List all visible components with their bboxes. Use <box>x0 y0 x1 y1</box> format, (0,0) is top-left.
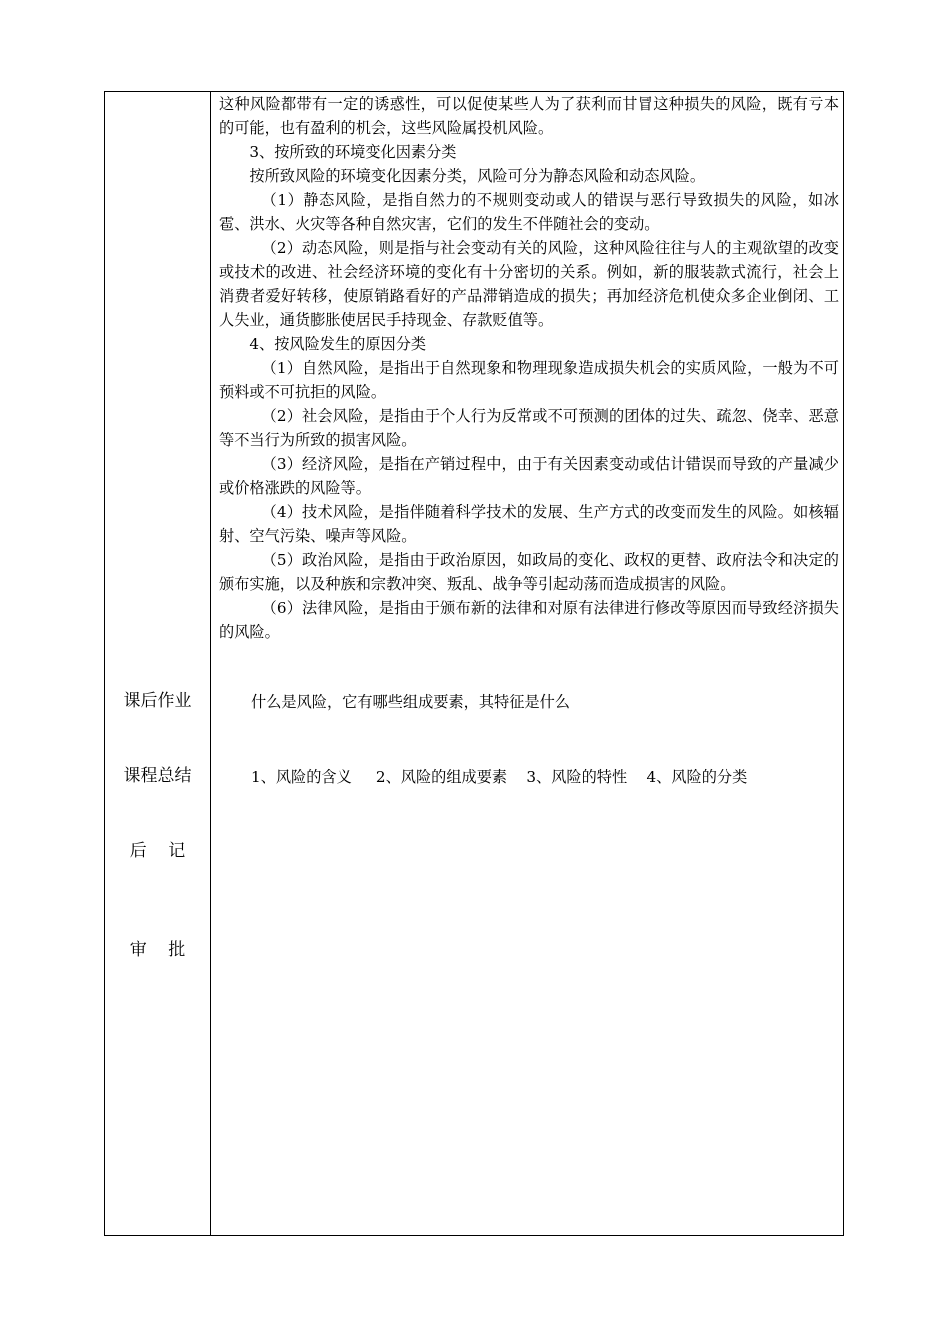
paragraph-natural-risk: （1）自然风险，是指出于自然现象和物理现象造成损失机会的实质风险，一般为不可预料或不可抗拒的风险。 <box>219 359 839 401</box>
postscript-label: 后 记 <box>129 841 186 861</box>
paragraph-political-risk: （5）政治风险，是指由于政治原因，如政局的变化、政权的更替、政府法令和决定的颁布实施，以及种族和宗教冲突、叛乱、战争等引起动荡而造成损害的风险。 <box>219 551 839 593</box>
homework-label: 课后作业 <box>123 691 192 711</box>
approval-label: 审 批 <box>129 940 186 960</box>
paragraph-dynamic-risk: （2）动态风险，则是指与社会变动有关的风险，这种风险往往与人的主观欲望的改变或技术的改进、社会经济环境的变化有十分密切的关系。例如，新的服装款式流行，社会上消费者爱好转移，使原销路看好的产品滞销造成的损失；再加经济危机使众多企业倒闭、工人失业，通货膨胀使居民手持现金、存款贬值等。 <box>219 239 839 329</box>
paragraph-economic-risk: （3）经济风险，是指在产销过程中，由于有关因素变动或估计错误而导致的产量减少或价格涨跌的风险等。 <box>219 455 839 497</box>
paragraph-static-risk: （1）静态风险，是指自然力的不规则变动或人的错误与恶行导致损失的风险，如冰雹、洪水、火灾等各种自然灾害，它们的发生不伴随社会的变动。 <box>219 191 839 233</box>
summary-text: 1、风险的含义 2、风险的组成要素 3、风险的特性 4、风险的分类 <box>251 768 748 786</box>
paragraph-speculative-risk: 这种风险都带有一定的诱惑性，可以促使某些人为了获利而甘冒这种损失的风险，既有亏本的可能，也有盈利的机会，这些风险属投机风险。 <box>219 95 839 137</box>
paragraph-social-risk: （2）社会风险，是指由于个人行为反常或不可预测的团体的过失、疏忽、侥幸、恶意等不当行为所致的损害风险。 <box>219 407 839 449</box>
heading-environment-classification: 3、按所致的环境变化因素分类 <box>249 143 457 161</box>
lesson-content <box>219 92 839 644</box>
summary-label: 课程总结 <box>123 766 192 786</box>
column-divider <box>210 92 211 1235</box>
homework-text: 什么是风险，它有哪些组成要素，其特征是什么 <box>251 693 570 711</box>
paragraph-legal-risk: （6）法律风险，是指由于颁布新的法律和对原有法律进行修改等原因而导致经济损失的风险。 <box>219 599 839 641</box>
paragraph-technical-risk: （4）技术风险，是指伴随着科学技术的发展、生产方式的改变而发生的风险。如核辐射、空气污染、噪声等风险。 <box>219 503 839 545</box>
heading-cause-classification: 4、按风险发生的原因分类 <box>249 335 427 353</box>
paragraph-environment-intro: 按所致风险的环境变化因素分类，风险可分为静态风险和动态风险。 <box>249 167 706 185</box>
lesson-table <box>104 91 844 1236</box>
